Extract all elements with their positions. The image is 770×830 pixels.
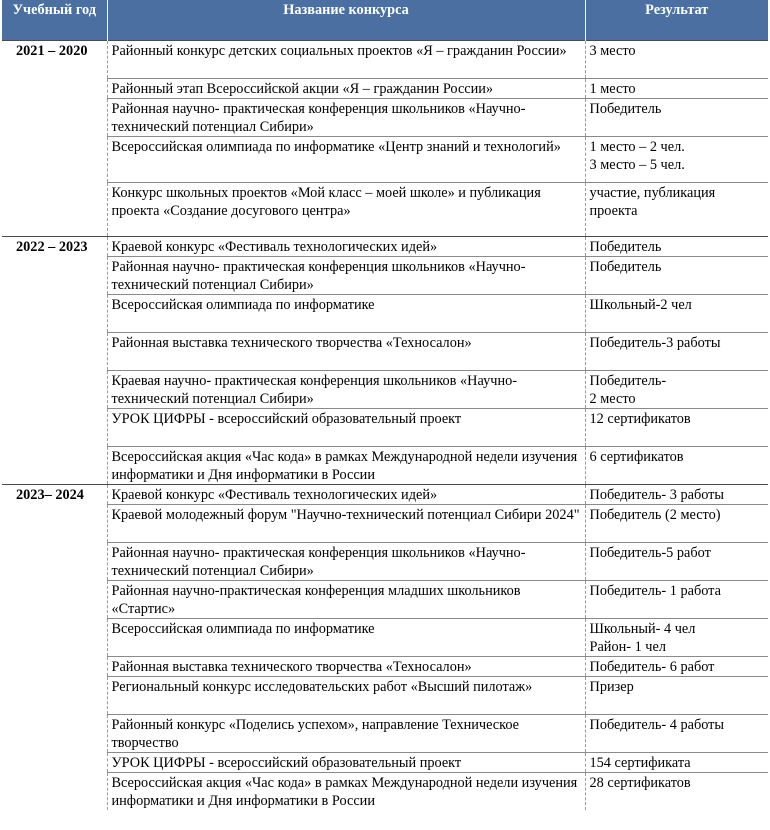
- result-cell: 1 место: [585, 78, 768, 98]
- table-row: [2, 136, 768, 182]
- table-row: [2, 294, 768, 332]
- contest-cell: Краевая научно- практическая конференция школьников «Научно- технический потенциал Сибири»: [107, 370, 585, 408]
- contest-cell: Районная научно- практическая конференция школьников «Научно-технический потенциал Сибири»: [107, 256, 585, 294]
- contest-cell: Всероссийская акция «Час кода» в рамках Международной недели изучения информатики и Дня информатики в России: [107, 772, 585, 810]
- result-cell: Победитель: [585, 256, 768, 294]
- result-cell: Победитель- 2 место: [585, 370, 768, 408]
- header-contest: Название конкурса: [107, 0, 585, 40]
- year-cell: 2022 – 2023: [2, 236, 107, 484]
- result-cell: 12 сертификатов: [585, 408, 768, 446]
- contest-cell: Районная выставка технического творчества «Техносалон»: [107, 656, 585, 676]
- year-cell: 2023– 2024: [2, 484, 107, 810]
- table-row: [2, 78, 768, 98]
- contest-cell: Всероссийская олимпиада по информатике: [107, 294, 585, 332]
- result-cell: 154 сертификата: [585, 752, 768, 772]
- contest-cell: Районная научно-практическая конференция младших школьников «Стартис»: [107, 580, 585, 618]
- result-cell: Школьный- 4 чел Район- 1 чел: [585, 618, 768, 656]
- result-cell: участие, публикация проекта: [585, 182, 768, 236]
- contest-cell: УРОК ЦИФРЫ - всероссийский образовательный проект: [107, 408, 585, 446]
- table-row: [2, 772, 768, 810]
- result-cell: Победитель- 6 работ: [585, 656, 768, 676]
- table-row: [2, 504, 768, 542]
- result-cell: Школьный-2 чел: [585, 294, 768, 332]
- table-row: [2, 370, 768, 408]
- table-row: [2, 656, 768, 676]
- contest-cell: Районная научно- практическая конференция школьников «Научно-технический потенциал Сибири»: [107, 542, 585, 580]
- table-row: [2, 714, 768, 752]
- contest-cell: Районный конкурс детских социальных проектов «Я – гражданин России»: [107, 40, 585, 78]
- contest-cell: Всероссийская олимпиада по информатике «Центр знаний и технологий»: [107, 136, 585, 182]
- contest-cell: Краевой молодежный форум "Научно-технический потенциал Сибири 2024": [107, 504, 585, 542]
- table-row: [2, 446, 768, 484]
- contest-cell: Районный этап Всероссийской акции «Я – гражданин России»: [107, 78, 585, 98]
- contest-cell: Всероссийская олимпиада по информатике: [107, 618, 585, 656]
- contest-cell: Районная выставка технического творчества «Техносалон»: [107, 332, 585, 370]
- result-cell: 28 сертификатов: [585, 772, 768, 810]
- table-row: [2, 676, 768, 714]
- result-cell: Победитель-3 работы: [585, 332, 768, 370]
- result-cell: Победитель: [585, 98, 768, 136]
- result-cell: Победитель- 3 работы: [585, 484, 768, 504]
- table-header-row: [2, 0, 768, 40]
- table-row: [2, 98, 768, 136]
- header-year: Учебный год: [2, 0, 107, 40]
- contests-table: [2, 0, 768, 810]
- result-cell: Призер: [585, 676, 768, 714]
- result-cell: Победитель- 1 работа: [585, 580, 768, 618]
- contest-cell: Конкурс школьных проектов «Мой класс – моей школе» и публикация проекта «Создание досугового центра»: [107, 182, 585, 236]
- result-cell: Победитель-5 работ: [585, 542, 768, 580]
- contest-cell: Региональный конкурс исследовательских работ «Высший пилотаж»: [107, 676, 585, 714]
- contest-cell: Районная научно- практическая конференция школьников «Научно-технический потенциал Сибири»: [107, 98, 585, 136]
- table-row: [2, 752, 768, 772]
- table-row: [2, 484, 768, 504]
- table-row: [2, 332, 768, 370]
- result-cell: Победитель- 4 работы: [585, 714, 768, 752]
- table-row: [2, 40, 768, 78]
- contest-cell: Краевой конкурс «Фестиваль технологических идей»: [107, 236, 585, 256]
- contest-cell: Всероссийская акция «Час кода» в рамках Международной недели изучения информатики и Дня информатики в России: [107, 446, 585, 484]
- table-row: [2, 580, 768, 618]
- table-row: [2, 542, 768, 580]
- result-cell: 6 сертификатов: [585, 446, 768, 484]
- contest-cell: Районный конкурс «Поделись успехом», направление Техническое творчество: [107, 714, 585, 752]
- result-cell: Победитель: [585, 236, 768, 256]
- header-result: Результат: [585, 0, 768, 40]
- table-row: [2, 408, 768, 446]
- result-cell: Победитель (2 место): [585, 504, 768, 542]
- year-cell: 2021 – 2020: [2, 40, 107, 236]
- contest-cell: УРОК ЦИФРЫ - всероссийский образовательный проект: [107, 752, 585, 772]
- table-row: [2, 256, 768, 294]
- result-cell: 3 место: [585, 40, 768, 78]
- result-cell: 1 место – 2 чел. 3 место – 5 чел.: [585, 136, 768, 182]
- table-row: [2, 182, 768, 236]
- table-row: [2, 236, 768, 256]
- table-row: [2, 618, 768, 656]
- table-body: [2, 40, 768, 810]
- contest-cell: Краевой конкурс «Фестиваль технологических идей»: [107, 484, 585, 504]
